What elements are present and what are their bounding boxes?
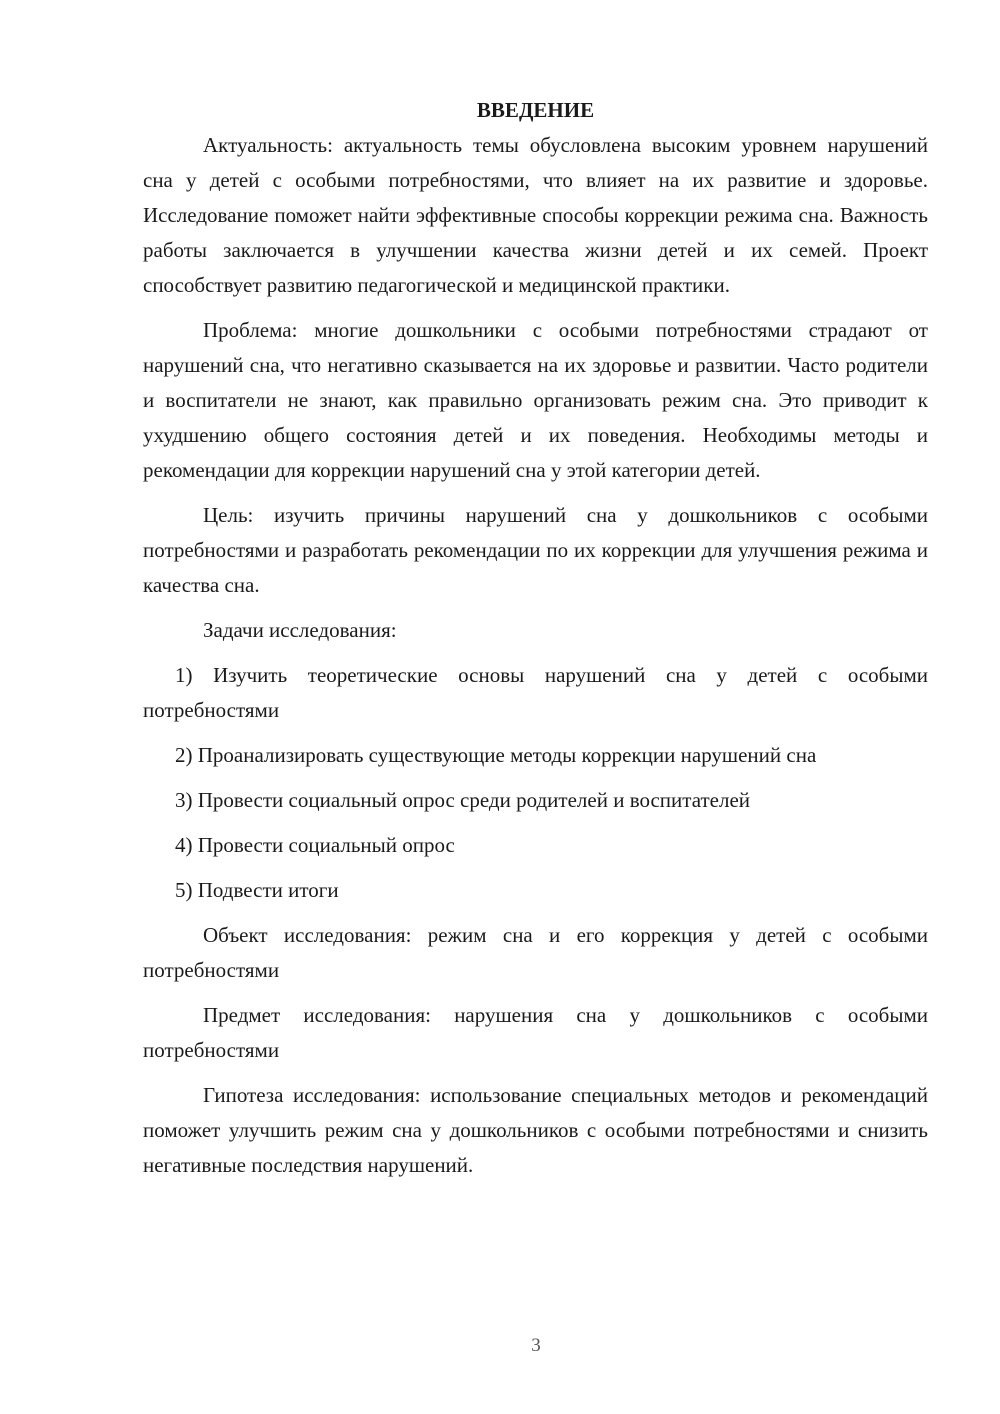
task-item-2: 2) Проанализировать существующие методы коррекции нарушений сна [175, 743, 817, 767]
paragraph-object: Объект исследования: режим сна и его коррекция у детей с особыми потребностями [143, 923, 928, 982]
section-heading: ВВЕДЕНИЕ [476, 98, 595, 122]
paragraph-relevance: Актуальность: актуальность темы обусловлена высоким уровнем нарушений сна у детей с особыми потребностями, что влияет на их развитие и здоровье. Исследование поможет найти эффективные способы коррекции режима сна. Важность работы заключается в улучшении качества жизни детей и их семей. Проект способствует развитию педагогической и медицинской практики. [143, 133, 928, 297]
task-item-5: 5) Подвести итоги [175, 878, 339, 902]
task-item-3: 3) Провести социальный опрос среди родителей и воспитателей [175, 788, 751, 812]
paragraph-subject: Предмет исследования: нарушения сна у дошкольников с особыми потребностями [143, 1003, 928, 1062]
paragraph-hypothesis: Гипотеза исследования: использование специальных методов и рекомендаций поможет улучшить режим сна у дошкольников с особыми потребностями и снизить негативные последствия нарушений. [143, 1083, 928, 1177]
paragraph-problem: Проблема: многие дошкольники с особыми потребностями страдают от нарушений сна, что негативно сказывается на их здоровье и развитии. Часто родители и воспитатели не знают, как правильно организовать режим сна. Это приводит к ухудшению общего состояния детей и их поведения. Необходимы методы и рекомендации для коррекции нарушений сна у этой категории детей. [143, 318, 928, 482]
task-item-1: 1) Изучить теоретические основы нарушений сна у детей с особыми потребностями [143, 663, 928, 722]
document-page [143, 93, 928, 1183]
tasks-label: Задачи исследования: [203, 618, 397, 642]
task-item-4: 4) Провести социальный опрос [175, 833, 455, 857]
page-number: 3 [531, 1335, 541, 1356]
paragraph-goal: Цель: изучить причины нарушений сна у дошкольников с особыми потребностями и разработать рекомендации по их коррекции для улучшения режима и качества сна. [143, 503, 928, 597]
